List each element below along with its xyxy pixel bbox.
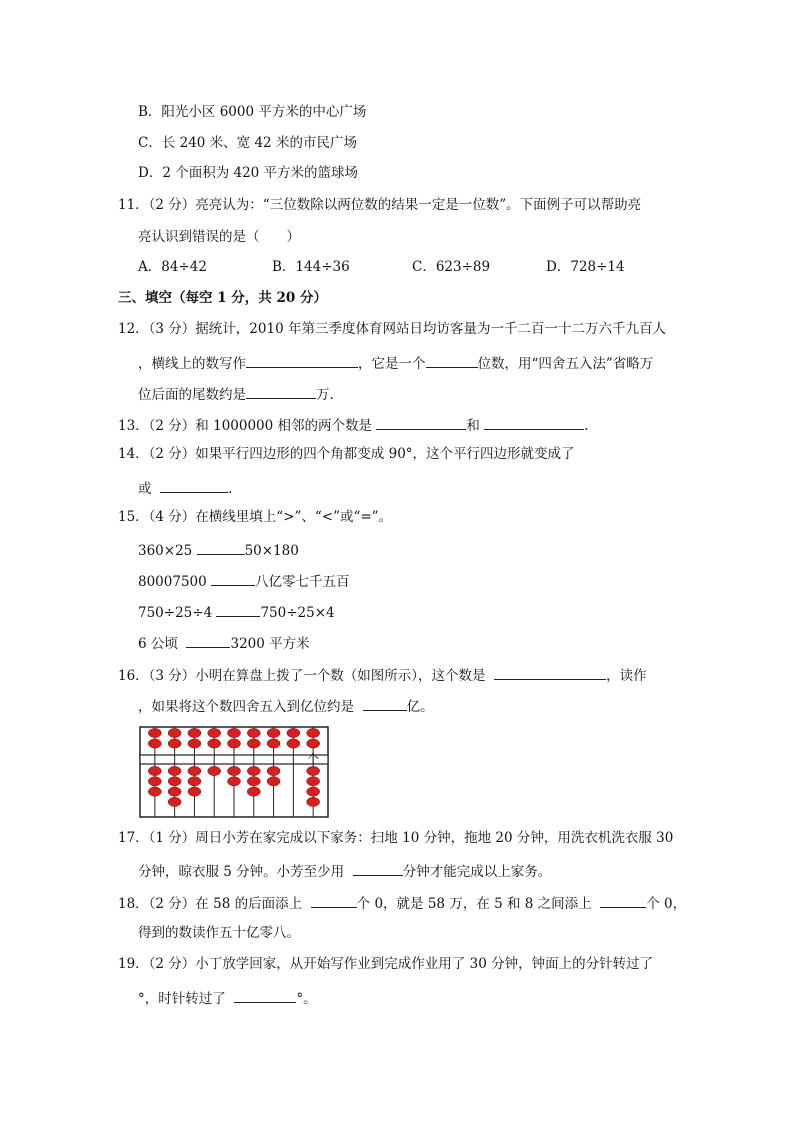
q17-stem-line1: 17．（1 分）周日小芳在家完成以下家务：扫地 10 分钟，拖地 20 分钟，用洗衣机洗衣服 30 (118, 830, 674, 846)
abacus-upper-bead (208, 739, 221, 748)
q18-stem-line1 (118, 895, 686, 912)
q11-option-d: D．728÷14 (546, 259, 625, 275)
q12-text-e: 万. (316, 387, 334, 403)
q12-text-a: ，横线上的数写作 (138, 356, 246, 372)
q12-text-b: ，它是一个 (358, 356, 426, 372)
q13-text-b: 和 (466, 418, 480, 434)
q16-stem-line1 (118, 667, 647, 684)
q10-option-d: D．2 个面积为 420 平方米的篮球场 (138, 165, 359, 181)
q12-blank-1[interactable] (246, 355, 358, 368)
q12-blank-2[interactable] (426, 355, 478, 368)
abacus-upper-bead (168, 739, 181, 748)
abacus-upper-bead (188, 739, 201, 748)
q18-text-c: 个 0， (646, 896, 687, 912)
q15-r2-right: 八亿零七千五百 (255, 574, 350, 590)
abacus-upper-bead (228, 728, 241, 737)
abacus-lower-bead (188, 766, 201, 775)
q15-row-1 (138, 542, 299, 559)
q17-blank-1[interactable] (353, 863, 403, 876)
q15-blank-1[interactable] (197, 542, 245, 555)
abacus-upper-bead (267, 739, 280, 748)
q15-r3-left: 750÷25÷4 (138, 605, 213, 621)
q12-blank-3[interactable] (246, 386, 316, 399)
abacus-lower-bead (247, 777, 260, 786)
q15-row-4 (138, 635, 310, 652)
q15-blank-2[interactable] (211, 573, 255, 586)
abacus-lower-bead (148, 787, 161, 796)
abacus-upper-bead (247, 739, 260, 748)
q17-text-a: 分钟，晾衣服 5 分钟。小芳至少用 (138, 864, 345, 880)
abacus-lower-bead (307, 766, 320, 775)
abacus-upper-bead (307, 739, 320, 748)
q17-text-b: 分钟才能完成以上家务。 (402, 864, 552, 880)
q11-option-a: A．84÷42 (138, 259, 207, 275)
abacus-lower-bead (168, 777, 181, 786)
q16-text-b: ，读作 (606, 668, 647, 684)
q14-stem-line2 (138, 480, 232, 497)
abacus-lower-bead (148, 766, 161, 775)
abacus-upper-bead (228, 739, 241, 748)
abacus-lower-bead (247, 766, 260, 775)
q11-stem-line1: 11．（2 分）亮亮认为：“三位数除以两位数的结果一定是一位数”。下面例子可以帮助亮 (118, 197, 642, 213)
q13-text-a: 13．（2 分）和 1000000 相邻的两个数是 (118, 418, 373, 434)
abacus-figure (138, 725, 330, 819)
q15-r3-right: 750÷25×4 (260, 605, 335, 621)
q18-stem-line2: 得到的数读作五十亿零八。 (138, 925, 300, 941)
abacus-lower-bead (307, 777, 320, 786)
q19-text-b: °。 (296, 991, 317, 1007)
abacus-lower-bead (168, 797, 181, 806)
q12-text-d: 位后面的尾数约是 (138, 387, 246, 403)
q14-text-b: . (228, 481, 233, 497)
q12-stem-line1: 12．（3 分）据统计，2010 年第三季度体育网站日均访客量为一千二百一十二万六千九百人 (118, 321, 666, 337)
q14-stem-line1: 14．（2 分）如果平行四边形的四个角都变成 90°，这个平行四边形就变成了 (118, 446, 575, 462)
q15-row-3 (138, 604, 335, 621)
abacus-upper-bead (287, 739, 300, 748)
q18-blank-2[interactable] (600, 895, 646, 908)
abacus-lower-bead (168, 766, 181, 775)
abacus-lower-bead (228, 766, 241, 775)
q16-blank-2[interactable] (363, 698, 407, 711)
q15-r4-right: 3200 平方米 (230, 636, 310, 652)
abacus-lower-bead (307, 787, 320, 796)
q18-text-a: 18．（2 分）在 58 的后面添上 (118, 896, 303, 912)
q12-text-c: 位数，用“四舍五入法”省略万 (477, 356, 654, 372)
q16-stem-line2 (138, 698, 434, 715)
abacus-upper-bead (188, 728, 201, 737)
q11-option-b: B．144÷36 (272, 259, 350, 275)
q18-text-b: 个 0，就是 58 万，在 5 和 8 之间添上 (356, 896, 592, 912)
q11-stem-line2: 亮认识到错误的是（ ） (138, 229, 300, 245)
abacus-lower-bead (148, 777, 161, 786)
q15-blank-4[interactable] (186, 635, 230, 648)
abacus-unit-label: 个 (307, 752, 320, 766)
q12-stem-line2 (138, 355, 653, 372)
q11-option-c: C．623÷89 (412, 259, 491, 275)
q19-stem-line2 (138, 990, 317, 1007)
q15-r1-right: 50×180 (244, 543, 299, 559)
q14-text-a: 或 (138, 481, 152, 497)
q13-blank-1[interactable] (376, 417, 466, 430)
abacus-upper-bead (148, 728, 161, 737)
q19-blank-1[interactable] (234, 990, 296, 1003)
q16-text-a: 16．（3 分）小明在算盘上拨了一个数（如图所示），这个数是 (118, 668, 486, 684)
abacus-upper-bead (247, 728, 260, 737)
q16-text-c: ，如果将这个数四舍五入到亿位约是 (138, 699, 354, 715)
abacus-upper-bead (287, 728, 300, 737)
q13-text-c: . (584, 418, 589, 434)
q13-stem (118, 417, 588, 434)
abacus-lower-bead (307, 797, 320, 806)
q18-blank-1[interactable] (311, 895, 357, 908)
q15-r2-left: 80007500 (138, 574, 207, 590)
abacus-lower-bead (208, 766, 221, 775)
q15-blank-3[interactable] (216, 604, 260, 617)
q15-r1-left: 360×25 (138, 543, 193, 559)
q12-stem-line3 (138, 386, 334, 403)
q15-r4-left: 6 公顷 (138, 636, 178, 652)
abacus-lower-bead (188, 777, 201, 786)
abacus-upper-bead (208, 728, 221, 737)
q19-text-a: °，时针转过了 (138, 991, 226, 1007)
q13-blank-2[interactable] (484, 417, 584, 430)
abacus-lower-bead (267, 777, 280, 786)
section-title: 三、填空（每空 1 分，共 20 分） (118, 290, 327, 306)
abacus-upper-bead (148, 739, 161, 748)
q10-option-b: B．阳光小区 6000 平方米的中心广场 (138, 104, 367, 120)
abacus-upper-bead (267, 728, 280, 737)
abacus-lower-bead (168, 787, 181, 796)
q14-blank-1[interactable] (160, 480, 228, 493)
abacus-lower-bead (267, 766, 280, 775)
abacus-lower-bead (188, 787, 201, 796)
q15-stem: 15．（4 分）在横线里填上“>”、“<”或“=”。 (118, 509, 393, 525)
q15-row-2 (138, 573, 350, 590)
abacus-lower-bead (228, 777, 241, 786)
q19-stem-line1: 19．（2 分）小丁放学回家，从开始写作业到完成作业用了 30 分钟，钟面上的分针转过了 (118, 956, 654, 972)
abacus-lower-bead (247, 787, 260, 796)
q10-option-c: C．长 240 米、宽 42 米的市民广场 (138, 135, 357, 151)
q17-stem-line2 (138, 863, 551, 880)
q16-blank-1[interactable] (494, 667, 606, 680)
abacus-upper-bead (168, 728, 181, 737)
q16-text-d: 亿。 (406, 699, 434, 715)
abacus-upper-bead (307, 728, 320, 737)
